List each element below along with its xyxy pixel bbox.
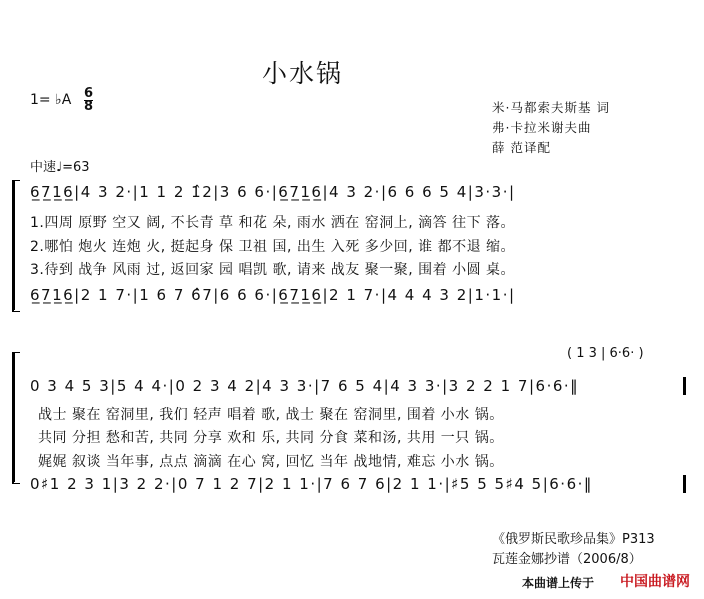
meter-bottom: 8: [84, 99, 94, 114]
source-book: 《俄罗斯民歌珍品集》P313: [492, 532, 655, 547]
upload-note: 本曲谱上传于: [522, 576, 595, 590]
lyricist-credit: 米·马都索夫斯基 词: [492, 100, 610, 115]
ending-phrase: ( 1 3 | 6·6· ): [567, 346, 644, 361]
system-1-melody: 6̲7̲1̲6̲|4 3 2·|1 1 2 1̂2|3 6 6·|6̲7̲1̲6̲|4 3 2·|6 6 6 5 4|3·3·|: [30, 183, 516, 201]
final-barline-top: [683, 377, 686, 395]
translator-credit: 薛 范译配: [492, 140, 551, 155]
system-1-bass: 6̲7̲1̲6̲|2 1 7·|1 6 7 6̂7|6 6 6·|6̲7̲1̲6̲|2 1 7·|4 4 4 3 2|1·1·|: [30, 286, 516, 304]
composer-credit: 弗·卡拉米谢夫曲: [492, 120, 592, 135]
time-signature: [84, 88, 93, 113]
system-1-lyric-verse-2: 2.哪怕 炮火 连炮 火, 挺起身 保 卫祖 国, 出生 入死 多少回, 谁 都不退 缩。: [30, 239, 516, 255]
system-1-lyric-verse-3: 3.待到 战争 风雨 过, 返回家 园 唱凯 歌, 请来 战友 聚一聚, 围着 小圆 桌。: [30, 262, 516, 278]
song-title: 小水锅: [262, 59, 344, 88]
system-1-bracket: [14, 180, 15, 310]
key-signature: 1= ♭A: [30, 92, 72, 108]
system-2-lyric-verse-1: 战士 聚在 窑洞里, 我们 轻声 唱着 歌, 战士 聚在 窑洞里, 围着 小水 锅。: [38, 407, 504, 423]
final-barline-bottom: [683, 475, 686, 493]
system-1-lyric-verse-1: 1.四周 原野 空又 阔, 不长青 草 和花 朵, 雨水 洒在 窑洞上, 滴答 往下 落。: [30, 215, 516, 231]
system-2-melody: 0 3 4 5 3|5 4 4·|0 2 3 4 2|4 3 3·|7 6 5 4|4 3 3·|3 2 2 1 7|6·6·‖: [30, 377, 580, 395]
system-2-lyric-verse-3: 娓娓 叙谈 当年事, 点点 滴滴 在心 窝, 回忆 当年 战地情, 难忘 小水 锅。: [38, 454, 504, 470]
system-2-bass: 0♯1 2 3 1|3 2 2·|0 7 1 2 7|2 1 1·|7 6 7 6|2 1 1·|♯5 5 5♯4 5|6·6·‖: [30, 475, 593, 493]
tempo-marking: 中速♩=63: [30, 160, 90, 175]
transcriber-credit: 瓦莲金娜抄谱（2006/8）: [492, 552, 642, 567]
system-2-lyric-verse-2: 共同 分担 愁和苦, 共同 分享 欢和 乐, 共同 分食 菜和汤, 共用 一只 锅。: [38, 430, 504, 446]
site-logo[interactable]: 中国曲谱网: [620, 574, 690, 590]
meter-top: 6: [84, 86, 94, 101]
system-2-bracket: [14, 352, 15, 482]
